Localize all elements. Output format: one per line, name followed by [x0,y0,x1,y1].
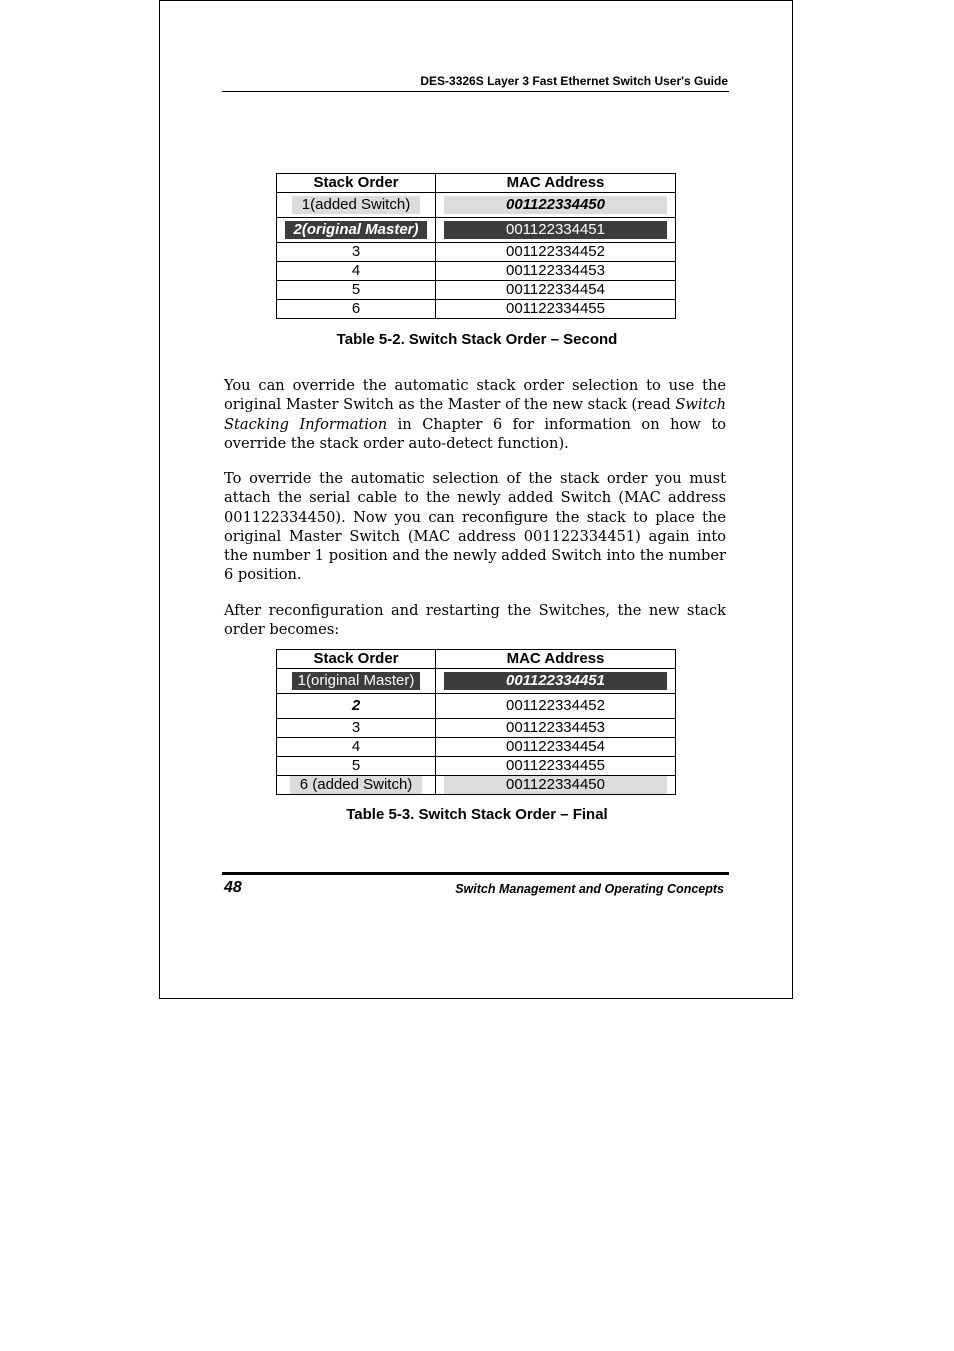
col-header-stack-order: Stack Order [277,650,436,669]
table-row [277,694,676,719]
chapter-reference: Switch Stacking Information [224,396,726,433]
page-number: 48 [224,879,242,896]
table-row [277,669,676,694]
table-row [277,281,676,300]
table-row [277,218,676,243]
stack-order-cell: 4 [277,262,436,281]
paragraph [224,376,726,453]
stack-order-table-final [276,649,676,795]
mac-address-cell: 001122334451 [444,672,667,690]
table-caption: Table 5-2. Switch Stack Order – Second [336,331,618,348]
stack-order-cell: 2 [277,694,436,719]
table-row [277,300,676,319]
mac-address-cell: 001122334453 [436,719,676,738]
table-row [277,776,676,795]
footer-rule [222,872,729,875]
stack-order-cell: 6 (added Switch) [290,776,423,794]
table-row [277,243,676,262]
mac-address-cell: 001122334455 [436,757,676,776]
table-row [277,738,676,757]
table-row [277,193,676,218]
mac-address-cell: 001122334450 [444,196,667,214]
running-footer: Switch Management and Operating Concepts [455,882,724,896]
mac-address-cell: 001122334450 [444,776,667,794]
table-row [277,719,676,738]
paragraph-text: in Chapter 6 for information on how to override the stack order auto-detect function). [224,415,726,452]
mac-address-cell: 001122334454 [436,738,676,757]
stack-order-cell: 4 [277,738,436,757]
col-header-stack-order: Stack Order [277,174,436,193]
mac-address-cell: 001122334452 [436,694,676,719]
stack-order-cell: 1(added Switch) [292,196,420,214]
paragraph-text: You can override the automatic stack order selection to use the original Master Switch as the Master of the new stack (read [224,377,726,414]
stack-order-cell: 5 [277,281,436,300]
mac-address-cell: 001122334455 [436,300,676,319]
table-caption: Table 5-3. Switch Stack Order – Final [346,806,608,823]
running-header: DES-3326S Layer 3 Fast Ethernet Switch User's Guide [420,74,728,88]
stack-order-cell: 2(original Master) [285,221,427,239]
paragraph: After reconfiguration and restarting the Switches, the new stack order becomes: [224,602,726,639]
stack-order-table-second [276,173,676,319]
mac-address-cell: 001122334453 [436,262,676,281]
mac-address-cell: 001122334454 [436,281,676,300]
table-row [277,757,676,776]
col-header-mac-address: MAC Address [436,174,676,193]
stack-order-cell: 1(original Master) [292,672,421,690]
stack-order-cell: 6 [277,300,436,319]
mac-address-cell: 001122334451 [444,221,667,239]
table-row [277,262,676,281]
mac-address-cell: 001122334452 [436,243,676,262]
col-header-mac-address: MAC Address [436,650,676,669]
header-rule [222,91,729,92]
stack-order-cell: 3 [277,719,436,738]
stack-order-cell: 3 [277,243,436,262]
stack-order-cell: 5 [277,757,436,776]
paragraph: To override the automatic selection of the stack order you must attach the serial cable to the newly added Switch (MAC address 001122334450). Now you can reconfigure the stack to place the original Master Switch (MAC address 001122334451) again into the number 1 position and the newly added Switch into the number 6 position. [224,470,726,584]
